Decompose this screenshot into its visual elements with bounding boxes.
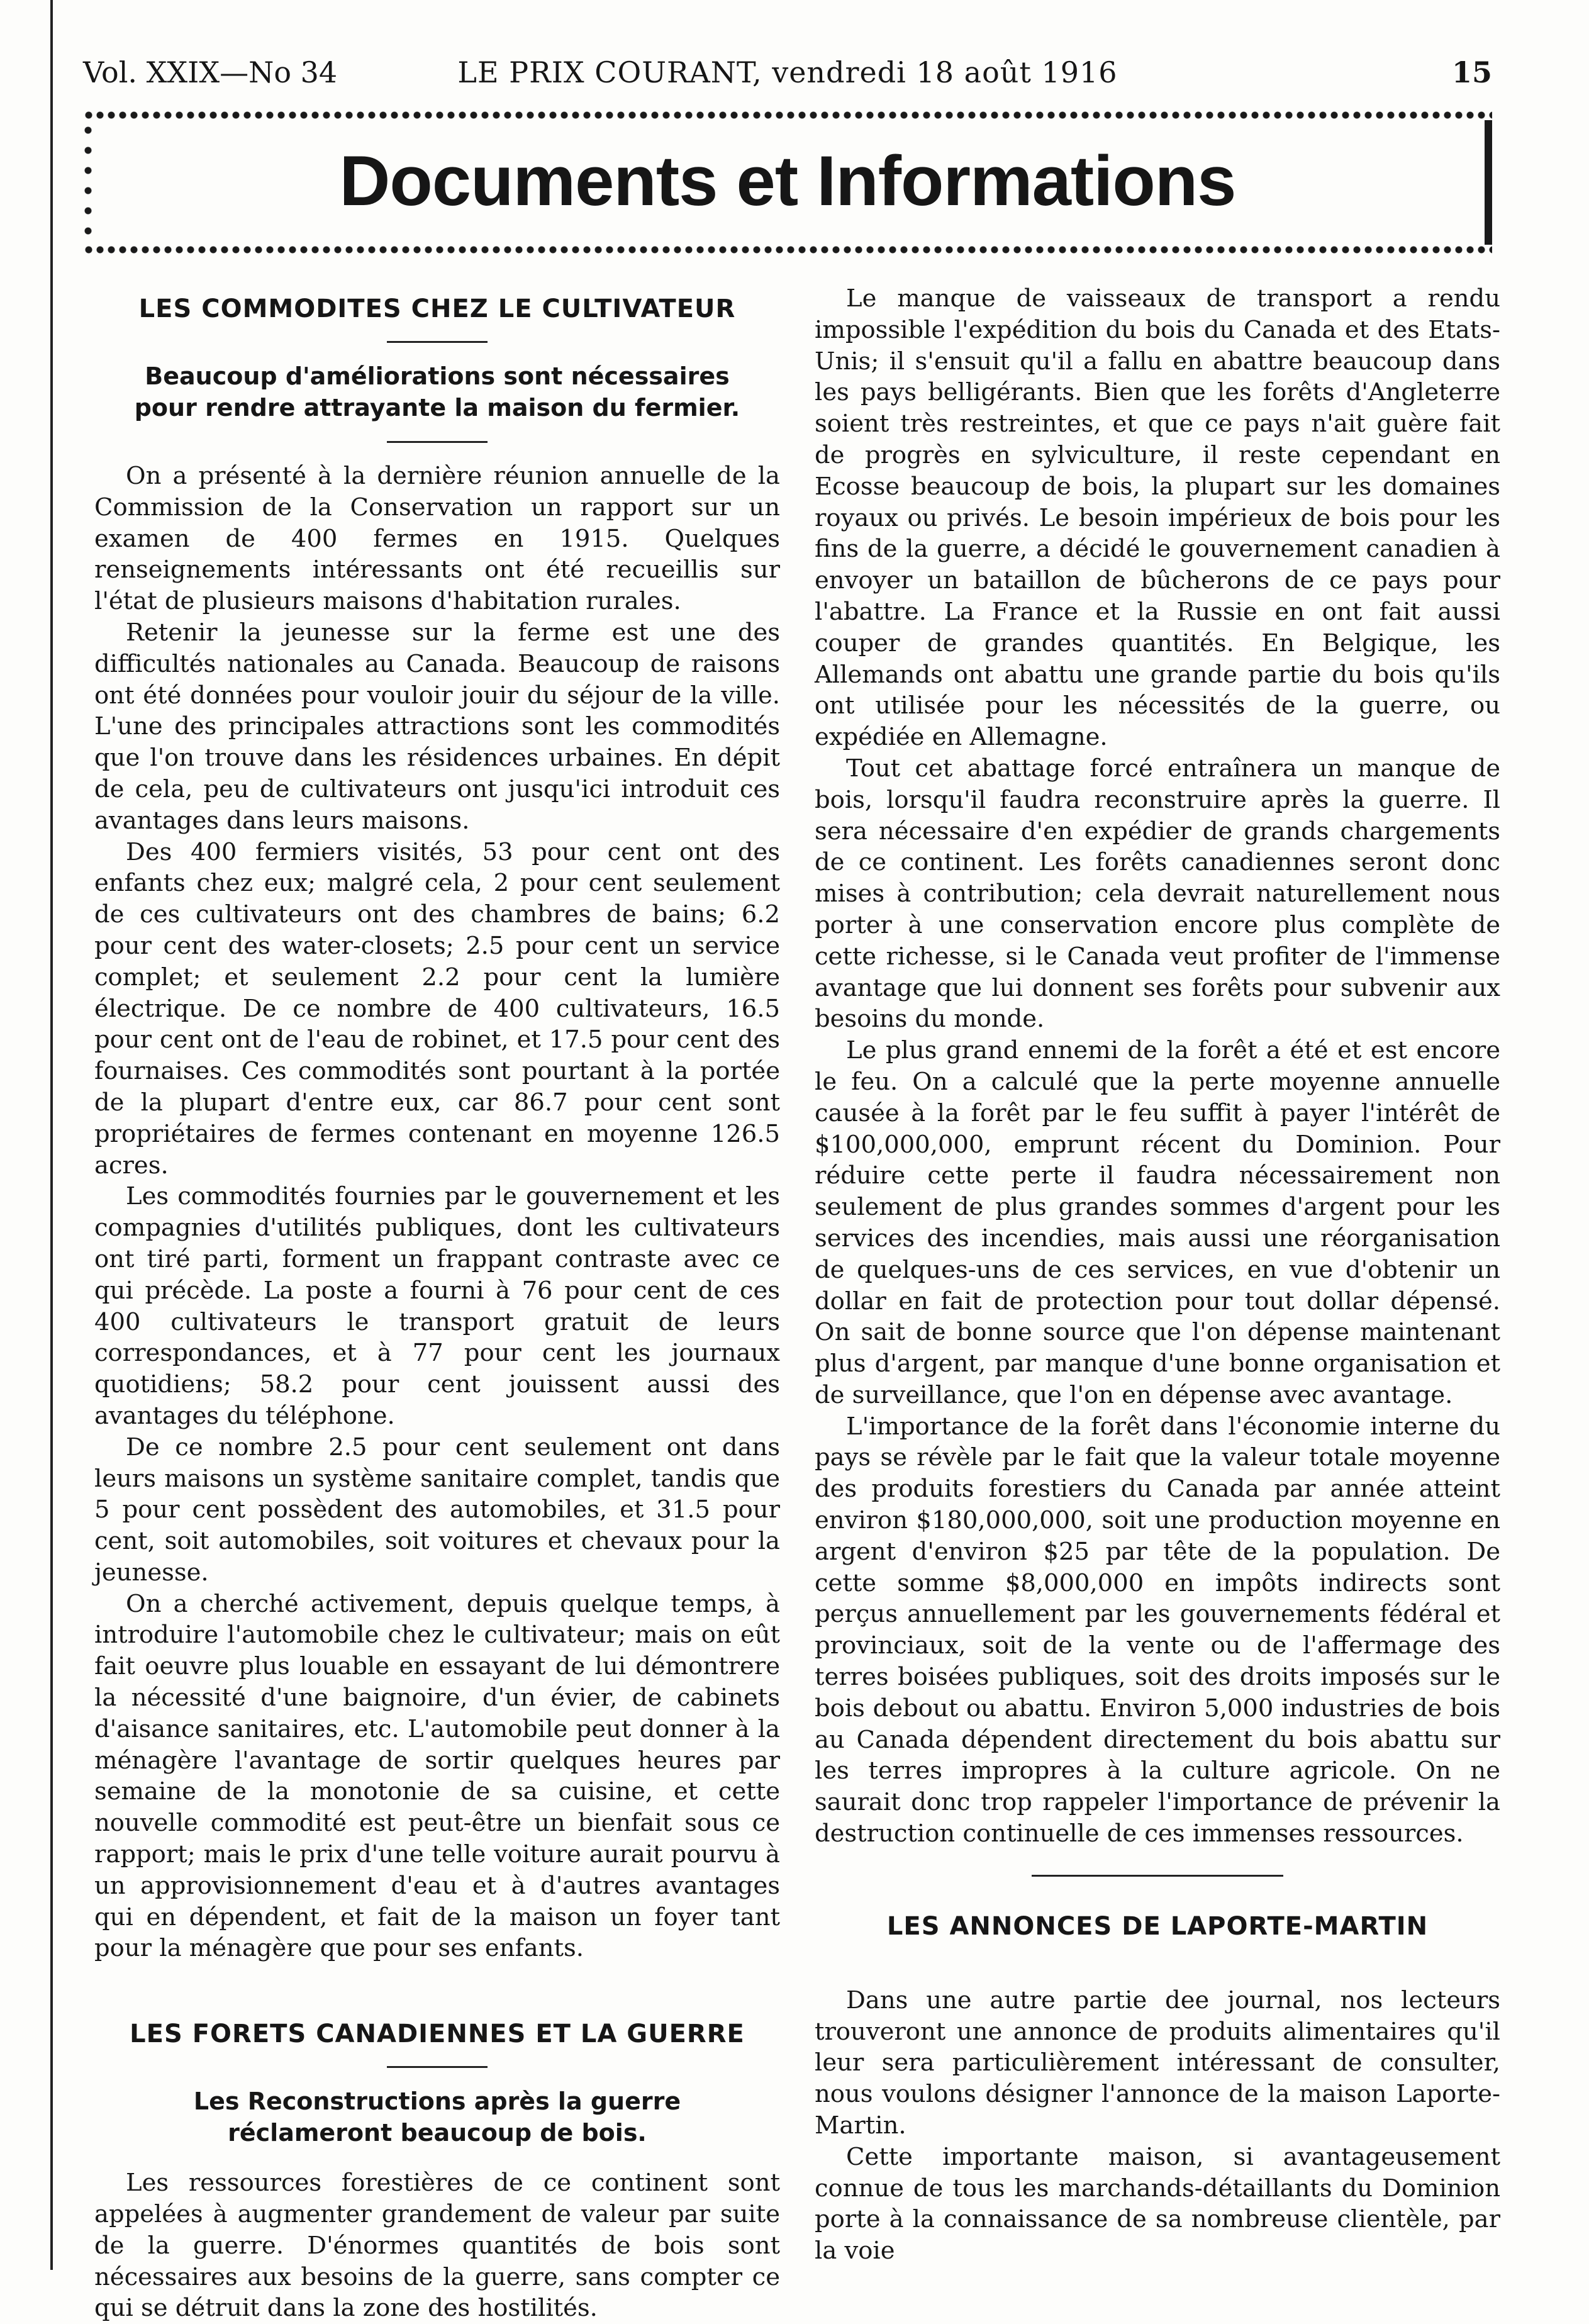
paragraph: Dans une autre partie dee journal, nos lecteurs trouveront une annonce de produits alimentaires qu'il leur sera particulièrement intéressant de consulter, nous voulons désigner l'annonce de la maison Laporte-Martin. [815, 1986, 1500, 2140]
page-number: 15 [1451, 55, 1492, 89]
section-banner [83, 110, 1492, 255]
article-title-commodites: LES COMMODITES CHEZ LE CULTIVATEUR [138, 294, 736, 323]
paragraph: Les ressources forestières de ce continent sont appelées à augmenter grandement de valeur par suite de la guerre. D'énormes quantités de bois sont nécessaires aux besoins de la guerre, sans compter ce qui se détruit dans la zone des hostilités. [94, 2169, 780, 2323]
left-column [94, 283, 780, 2324]
divider [387, 2066, 488, 2068]
article-title-laporte-martin: LES ANNONCES DE LAPORTE-MARTIN [886, 1911, 1429, 1941]
article-title-forets: LES FORETS CANADIENNES ET LA GUERRE [130, 2020, 745, 2049]
divider [1032, 1875, 1283, 1877]
paragraph: Le plus grand ennemi de la forêt a été et est encore le feu. On a calculé que la perte moyenne annuelle causée à la forêt par le feu suffit à payer l'intérêt de $100,000,000, emprunt récent du Dominion. Pour réduire cette perte il faudra nécessairement non seulement de plus grandes sommes d'argent pour les services des incendies, mais aussi une réorganisation de quelques-uns de ces services, en vue d'obtenir un dollar en fait de protection pour tout dollar dépensé. On sait de bonne source que l'on dépense maintenant plus d'argent, par manque d'une bonne organisation et de surveillance, que l'on en dépense avec avantage. [815, 1036, 1500, 1409]
article-subtitle-commodites: Beaucoup d'améliorations sont nécessaires pour rendre attrayante la maison du fermier. [134, 362, 740, 422]
paragraph: Tout cet abattage forcé entraînera un manque de bois, lorsqu'il faudra reconstruire après la guerre. Il sera nécessaire d'en expédier de grands chargements de ce continent. Les forêts canadiennes seront donc mises à contribution; cela devrait naturellement nous porter à une conservation encore plus complète de cette richesse, si le Canada veut profiter de l'immense avantage que lui donnent ses forêts pour subvenir aux besoins du monde. [815, 754, 1500, 1034]
paragraph: De ce nombre 2.5 pour cent seulement ont dans leurs maisons un système sanitaire complet, tandis que 5 pour cent possèdent des automobiles, et 31.5 pour cent, soit automobiles, soit voitures et chevaux pour la jeunesse. [94, 1433, 780, 1587]
paragraph: Les commodités fournies par le gouvernement et les compagnies d'utilités publiques, dont les cultivateurs ont tiré parti, forment un frappant contraste avec ce qui précède. La poste a fourni à 76 pour cent de ces 400 cultivateurs le transport gratuit de leurs correspondances, et à 77 pour cent les journaux quotidiens; 58.2 pour cent jouissent aussi des avantages du téléphone. [94, 1182, 780, 1430]
paragraph: On a cherché activement, depuis quelque temps, à introduire l'automobile chez le cultivateur; mais on eût fait oeuvre plus louable en essayant de lui démontrere la nécessité d'une baignoire, d'un évier, de cabinets d'aisance sanitaires, etc. L'automobile peut donner à la ménagère l'avantage de sortir quelques heures par semaine de la monotonie de sa cuisine, et cette nouvelle commodité est peut-être un bienfait sous ce rapport; mais le prix d'une telle voiture aurait pourvu à un approvisionnement d'eau et à d'autres avantages qui en dépendent, et fait de la maison un foyer tant pour la ménagère que pour ses enfants. [94, 1589, 780, 1963]
running-header [83, 55, 1492, 99]
publication-line: LE PRIX COURANT, vendredi 18 août 1916 [457, 55, 1118, 89]
paragraph: Le manque de vaisseaux de transport a rendu impossible l'expédition du bois du Canada et des Etats-Unis; il s'ensuit qu'il a fallu en abattre beaucoup dans les pays belligérants. Bien que les forêts d'Angleterre soient très restreintes, et que ce pays n'ait guère fait de progrès en sylviculture, il reste cependant en Ecosse beaucoup de bois, la plupart sur les domaines royaux ou privés. Le besoin impérieux de bois pour les fins de la guerre, a décidé le gouvernement canadien à envoyer un bataillon de bûcherons de ce pays pour l'abattre. La France et la Russie en ont fait aussi couper de grandes quantités. En Belgique, les Allemands ont abattu une grande partie du bois qu'ils ont utilisée pour les nécessités de la guerre, ou expédiée en Allemagne. [815, 284, 1500, 752]
paragraph: Cette importante maison, si avantageusement connue de tous les marchands-détaillants du Dominion porte à la connaissance de sa nombreuse clientèle, par la voie [815, 2142, 1500, 2265]
dotted-border-bottom [83, 245, 1492, 255]
dotted-border-top [83, 110, 1492, 120]
paragraph: L'importance de la forêt dans l'économie interne du pays se révèle par le fait que la valeur totale moyenne des produits forestiers du Canada par année atteint environ $180,000,000, soit une production moyenne en argent d'environ $25 par tête de la population. De cette somme $8,000,000 en impôts indirects sont perçus annuellement par les gouvernements fédéral et provinciaux, soit de la vente ou de l'affermage des terres boisées publiques, soit des droits imposés sur le bois debout ou abattu. Environ 5,000 industries de bois au Canada dépendent directement du bois abattu sur les terres impropres à la culture agricole. On ne saurait donc trop rappeler l'importance de prévenir la destruction continuelle de ces immenses ressources. [815, 1412, 1500, 1848]
divider [387, 441, 488, 443]
right-column [815, 283, 1500, 2267]
paragraph: Des 400 fermiers visités, 53 pour cent ont des enfants chez eux; malgré cela, 2 pour cent seulement de ces cultivateurs ont des chambres de bains; 6.2 pour cent des water-closets; 2.5 pour cent un service complet; et seulement 2.2 pour cent la lumière électrique. De ce nombre de 400 cultivateurs, 16.5 pour cent ont de l'eau de robinet, et 17.5 pour cent des fournaises. Ces commodités sont pourtant à la portée de la plupart d'entre eux, car 86.7 pour cent sont propriétaires de fermes contenant en moyenne 126.5 acres. [94, 837, 780, 1180]
paragraph: On a présenté à la dernière réunion annuelle de la Commission de la Conservation un rapport sur un examen de 400 fermes en 1915. Quelques renseignements intéressants ont été recueillis sur l'état de plusieurs maisons d'habitation rurales. [94, 462, 780, 616]
section-title: Documents et Informations [339, 142, 1236, 220]
page-binding-edge [50, 0, 53, 2270]
article-subtitle-forets: Les Reconstructions après la guerre réclameront beaucoup de bois. [193, 2087, 681, 2147]
divider [387, 341, 488, 343]
paragraph: Retenir la jeunesse sur la ferme est une des difficultés nationales au Canada. Beaucoup de raisons ont été données pour vouloir jouir du séjour de la ville. L'une des principales attractions sont les commodités que l'on trouve dans les résidences urbaines. En dépit de cela, peu de cultivateurs ont jusqu'ici introduit ces avantages dans leurs maisons. [94, 618, 780, 835]
volume-number: Vol. XXIX—No 34 [83, 55, 338, 89]
